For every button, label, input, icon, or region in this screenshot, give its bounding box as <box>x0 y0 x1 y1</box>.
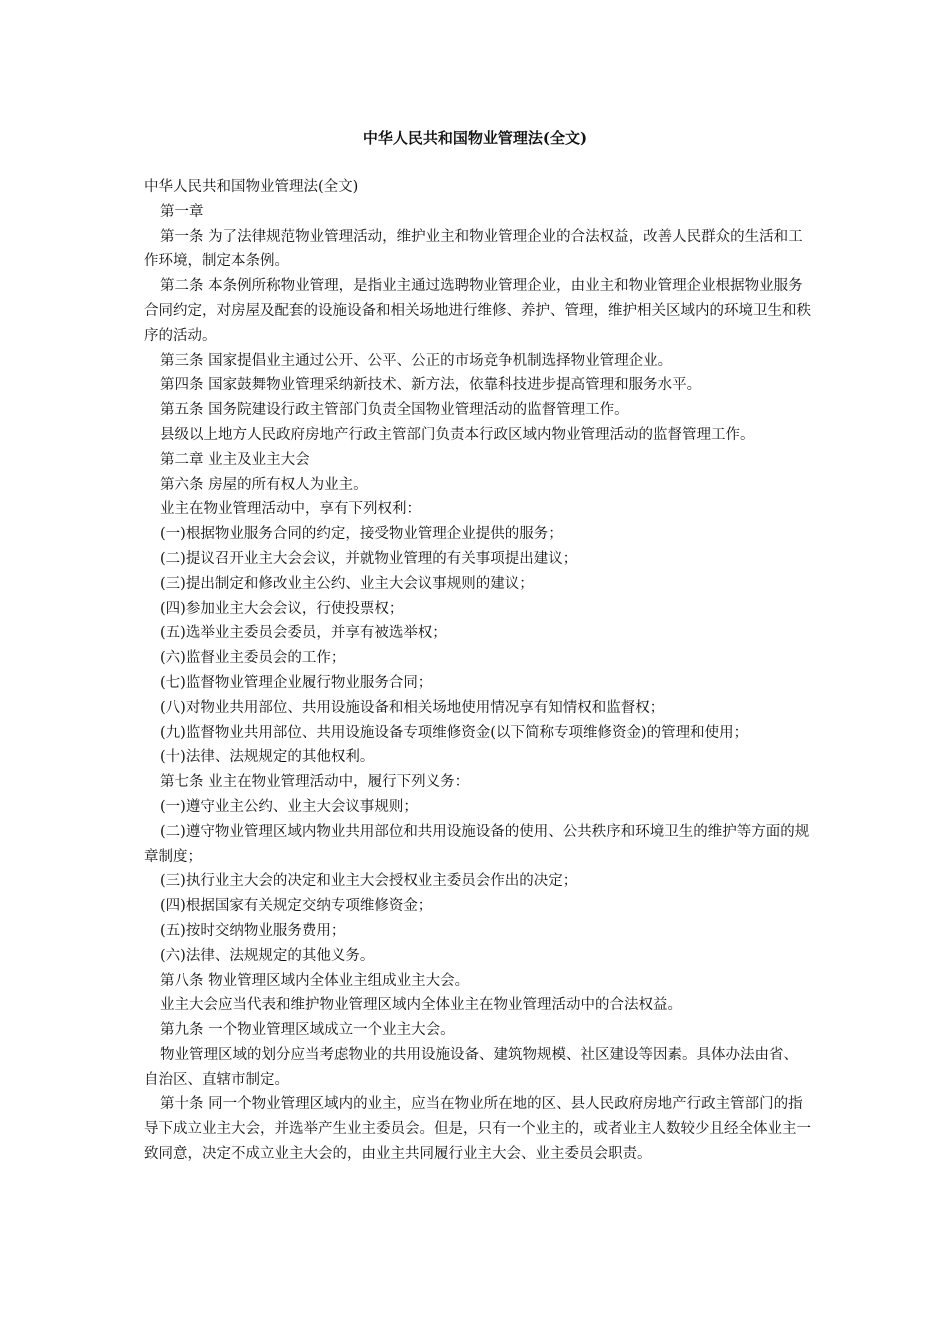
article-paragraph: 第四条 国家鼓舞物业管理采纳新技术、新方法，依靠科技进步提高管理和服务水平。 <box>160 377 702 394</box>
document-heading: 中华人民共和国物业管理法(全文) <box>144 179 359 195</box>
article-paragraph: 第五条 国务院建设行政主管部门负责全国物业管理活动的监督管理工作。 <box>160 402 629 419</box>
list-item: (六)法律、法规规定的其他义务。 <box>160 947 375 964</box>
list-item: (三)提出制定和修改业主公约、业主大会议事规则的建议； <box>160 575 534 592</box>
list-item: (二)遵守物业管理区域内物业共用部位和共用设施设备的使用、公共秩序和环境卫生的维护等方面的规章制度； <box>144 823 810 865</box>
list-item: (八)对物业共用部位、共用设施设备和相关场地使用情况享有知情权和监督权； <box>160 699 665 716</box>
document-title: 中华人民共和国物业管理法(全文) <box>362 129 588 147</box>
list-item: (一)遵守业主公约、业主大会议事规则； <box>160 798 418 815</box>
article-paragraph: 第六条 房屋的所有权人为业主。 <box>160 476 368 493</box>
list-item: (二)提议召开业主大会会议，并就物业管理的有关事项提出建议； <box>160 550 578 567</box>
article-paragraph: 物业管理区域的划分应当考虑物业的共用设施设备、建筑物规模、社区建设等因素。具体办法由省、自治区、直辖市制定。 <box>144 1046 798 1088</box>
article-paragraph: 第九条 一个物业管理区域成立一个业主大会。 <box>160 1022 455 1039</box>
article-paragraph: 县级以上地方人民政府房地产行政主管部门负责本行政区域内物业管理活动的监督管理工作。 <box>160 426 755 443</box>
list-item: (五)选举业主委员会委员，并享有被选举权； <box>160 625 447 642</box>
document-body <box>144 175 812 1167</box>
article-paragraph: 第八条 物业管理区域内全体业主组成业主大会。 <box>160 972 470 989</box>
article-paragraph: 第十条 同一个物业管理区域内的业主，应当在物业所在地的区、县人民政府房地产行政主管部门的指导下成立业主大会，并选举产生业主委员会。但是，只有一个业主的，或者业主人数较少且经全体业主一致同意，决定不成立业主大会的，由业主共同履行业主大会、业主委员会职责。 <box>144 1096 811 1163</box>
article-paragraph: 第三条 国家提倡业主通过公开、公平、公正的市场竞争机制选择物业管理企业。 <box>160 352 673 369</box>
article-paragraph: 第二条 本条例所称物业管理，是指业主通过选聘物业管理企业，由业主和物业管理企业根据物业服务合同约定，对房屋及配套的设施设备和相关场地进行维修、养护、管理，维护相关区域内的环境卫生和秩序的活动。 <box>144 278 811 344</box>
list-item: (四)参加业主大会会议，行使投票权； <box>160 600 404 617</box>
article-paragraph: 业主大会应当代表和维护物业管理区域内全体业主在物业管理活动中的合法权益。 <box>160 997 682 1014</box>
list-item: (一)根据物业服务合同的约定，接受物业管理企业提供的服务； <box>160 526 563 543</box>
list-item: (五)按时交纳物业服务费用； <box>160 922 346 939</box>
list-item: (四)根据国家有关规定交纳专项维修资金； <box>160 898 433 915</box>
article-paragraph: 第一条 为了法律规范物业管理活动，维护业主和物业管理企业的合法权益，改善人民群众的生活和工作环境，制定本条例。 <box>144 228 803 270</box>
article-paragraph: 第七条 业主在物业管理活动中，履行下列义务： <box>160 774 470 791</box>
list-item: (六)监督业主委员会的工作； <box>160 650 346 667</box>
article-paragraph: 业主在物业管理活动中，享有下列权利： <box>160 501 421 518</box>
list-item: (十)法律、法规规定的其他权利。 <box>160 749 375 766</box>
chapter-heading: 第二章 业主及业主大会 <box>160 451 310 468</box>
list-item: (九)监督物业共用部位、共用设施设备专项维修资金(以下简称专项维修资金)的管理和使用； <box>160 724 749 741</box>
chapter-heading: 第一章 <box>160 203 204 220</box>
list-item: (三)执行业主大会的决定和业主大会授权业主委员会作出的决定； <box>160 873 578 890</box>
list-item: (七)监督物业管理企业履行物业服务合同； <box>160 674 433 691</box>
